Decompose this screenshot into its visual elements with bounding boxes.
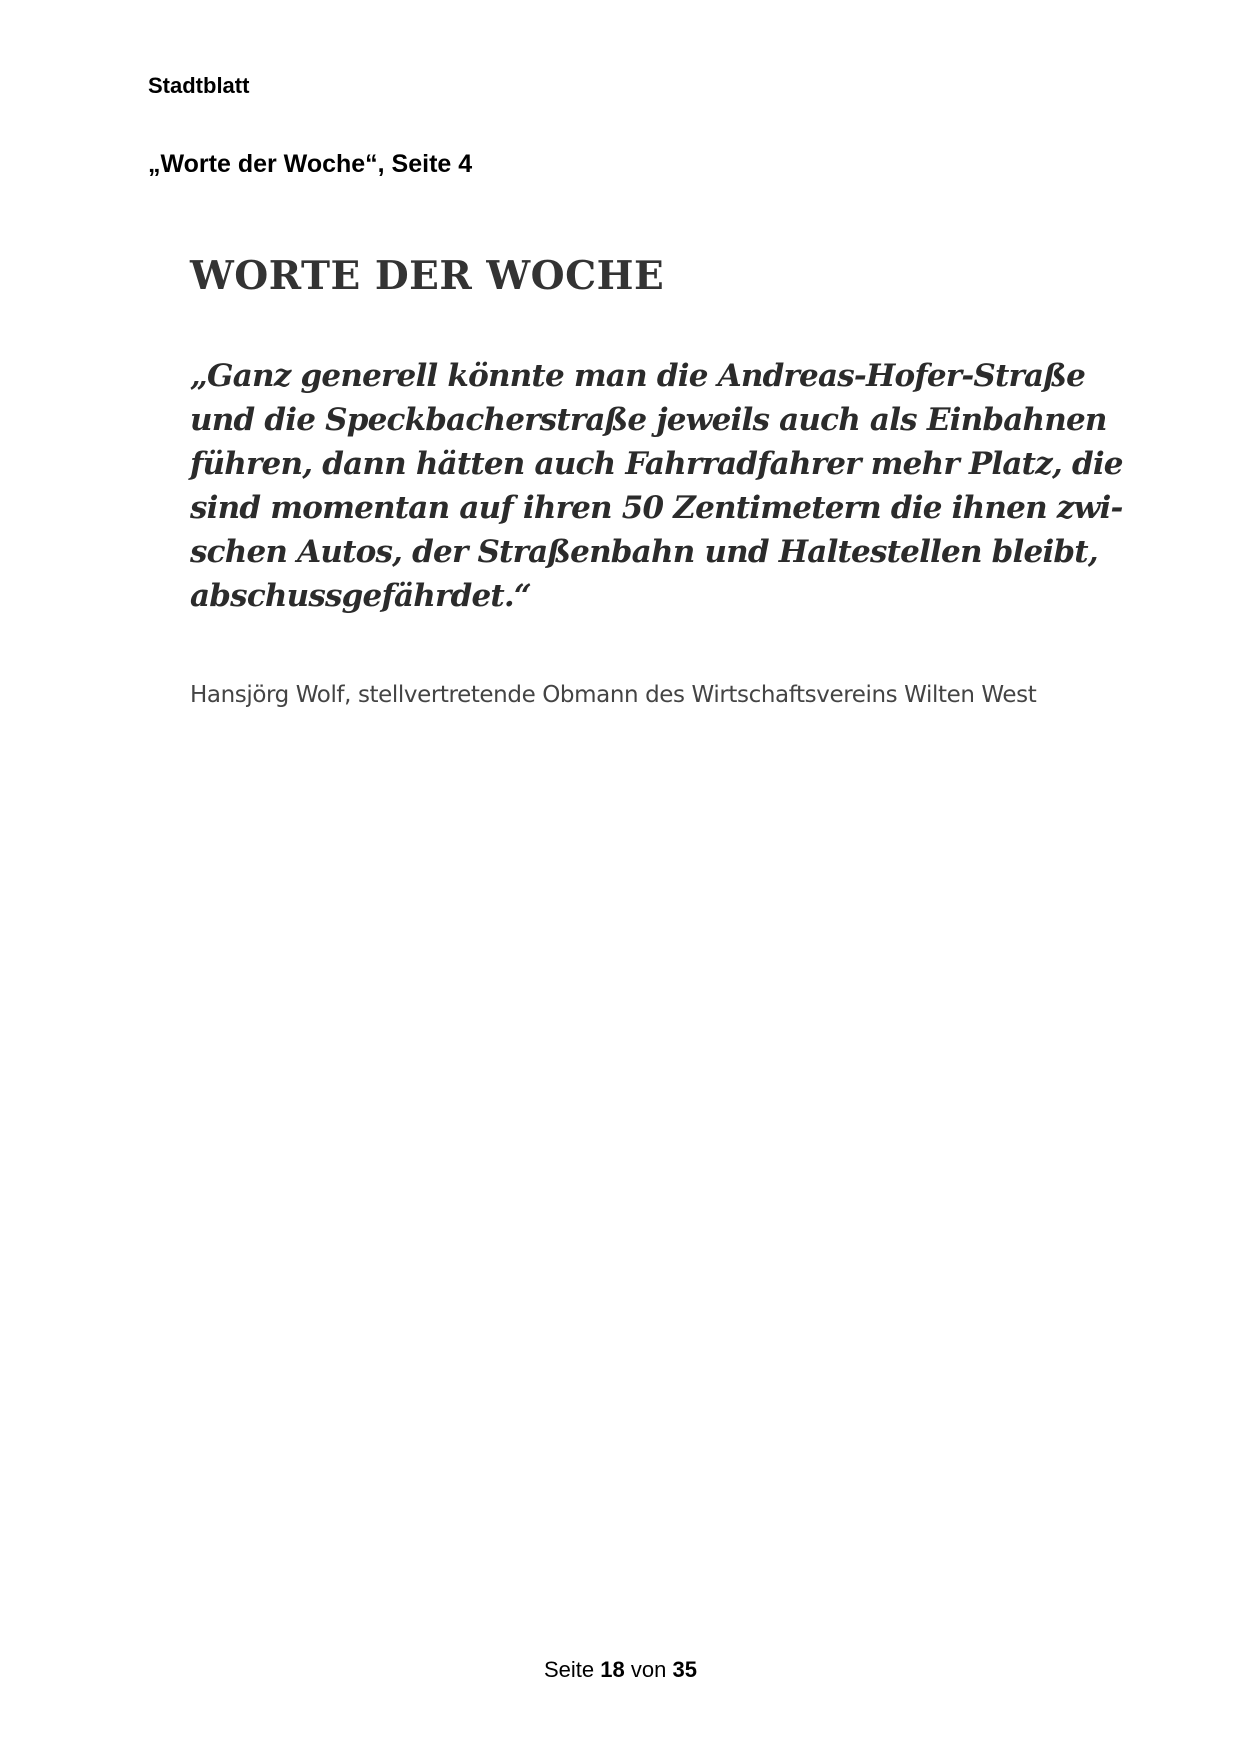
- page-number-footer: [0, 1656, 1241, 1684]
- current-page-number: 18: [600, 1657, 625, 1682]
- quote-line: sind momentan auf ihren 50 Zentimetern die ihnen zwi-: [190, 490, 1123, 526]
- clipping-title: WORTE DER WOCHE: [190, 253, 665, 299]
- quote-line: „Ganz generell könnte man die Andreas-Hofer-Straße: [190, 358, 1085, 394]
- newspaper-clipping: [190, 250, 1123, 710]
- quote-line: führen, dann hätten auch Fahrradfahrer mehr Platz, die: [190, 446, 1123, 482]
- total-page-count: 35: [672, 1657, 697, 1682]
- article-reference: „Worte der Woche“, Seite 4: [148, 150, 473, 178]
- page-separator: von: [630, 1657, 667, 1682]
- publication-name: Stadtblatt: [148, 73, 250, 98]
- quote-line: und die Speckbacherstraße jeweils auch als Einbahnen: [190, 402, 1107, 438]
- page-label: Seite: [544, 1657, 595, 1682]
- clipping-quote: [190, 354, 1123, 618]
- quote-line: schen Autos, der Straßenbahn und Haltestellen bleibt,: [190, 534, 1098, 570]
- quote-author: Hansjörg Wolf, stellvertretende Obmann des Wirtschaftsvereins Wilten West: [190, 682, 1037, 708]
- quote-line: abschussgefährdet.“: [190, 578, 531, 614]
